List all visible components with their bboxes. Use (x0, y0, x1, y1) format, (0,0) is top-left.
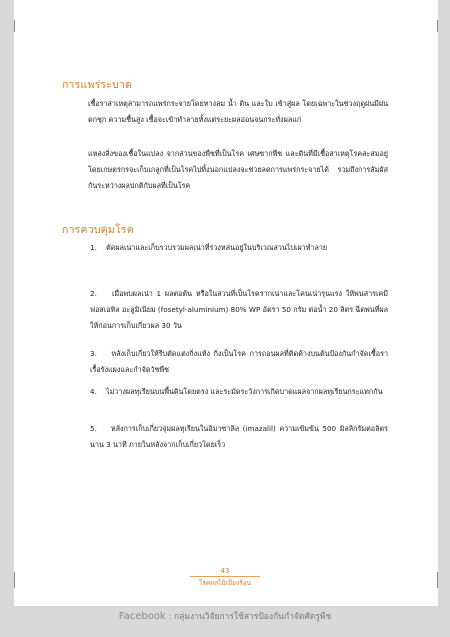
watermark-brand: Facebook (118, 611, 166, 622)
watermark-separator: : (168, 612, 172, 622)
item-number: 4. (90, 387, 97, 396)
footer-title: โรคผลไม้เมืองร้อน (198, 579, 252, 587)
item-number: 2. (90, 289, 97, 298)
control-item-5 (62, 421, 388, 453)
control-item-1 (62, 240, 388, 256)
page-number: 43 (220, 567, 230, 575)
item-text: ตัดผลเน่าและเก็บรวบรวมผลเน่าที่ร่วงหล่นอยู่ในบริเวณสวนไปเผาทำลาย (106, 243, 328, 252)
watermark-text: กลุ่มงานวิจัยการใช้สารป้องกันกำจัดศัตรูพืช (174, 612, 332, 622)
item-text: หลังการเก็บเกี่ยวจุ่มผลทุเรียนในอิมาซาลิล (imazalil) ความเข้มข้น 500 มิลลิกรัมต่อลิตร นาน 3 นาที ภายในหลังจากเก็บเกี่ยวโดยเร็ว (90, 424, 388, 449)
control-item-3 (62, 346, 388, 378)
control-item-4 (62, 384, 388, 400)
crop-mark (14, 20, 15, 32)
footer-divider (190, 576, 260, 577)
item-text: เมื่อพบผลเน่า 1 ผลต่อต้น หรือในสวนที่เป็นโรครากเน่าและโคนเน่ารุนแรง ให้พ่นสารเคมีฟอสเอทิล อะลูมิเนียม (fosetyl-aluminium) 80% WP อัตรา 50 กรัม ต่อน้ำ 20 ลิตร ฉีดพ่นที่ผล ให้ก่อนการเก็บเกี่ยวผล 30 วัน (90, 289, 388, 330)
item-number: 5. (90, 424, 97, 433)
paragraph-text: แหล่งสิ่งของเชื้อในแปลง จากส่วนของพืชที่เป็นโรค เศษซากพืช และดินที่มีเชื้อสาเหตุโรคสะสมอยู่ โดยเกษตรกรจะเก็บเกลูกที่เป็นโรคไปทิ้งนอกแปลงจะช่วยลดการแพร่กระจายได้ รวมถึงการสัมผัสกันระหว่างผลปกติกับผลที่เป็นโรค (88, 149, 388, 190)
paragraph-spread-1 (62, 96, 388, 128)
item-number: 3. (90, 349, 97, 358)
paragraph-text: เชื้อราสาเหตุสามารถแพร่กระจายโดยทางลม น้ำ ดิน และใบ เข้าสู่ผล โดยเฉพาะในช่วงฤดูฝนมีฝนตกชุก ความชื้นสูง เชื้อจะเข้าทำลายทั้งแต่ระยะผลอ่อนจนกระทั่งผลแก่ (88, 99, 388, 124)
item-text: หลังเก็บเกี่ยวให้รีบตัดแต่งกิ่งแห้ง กิ่งเป็นโรค การถอนผลที่ติดค้างบนต้นป้องกันกำจัดเชื้อราเรื้อรังแผงและกำจัดวัชพืช (90, 349, 388, 374)
item-number: 1. (90, 243, 97, 252)
item-text: ไม่วางผลทุเรียนบนพื้นดินโดยตรง และระมัดระวังการเกิดบาดแผลจากผลทุเรียนกระแทกกัน (106, 387, 383, 396)
section-heading-spread: การแพร่ระบาด (62, 79, 133, 91)
crop-mark (437, 20, 438, 32)
control-item-2 (62, 286, 388, 334)
paragraph-spread-2 (62, 146, 388, 194)
facebook-watermark (0, 609, 450, 623)
section-heading-control: การควบคุมโรค (62, 224, 134, 236)
